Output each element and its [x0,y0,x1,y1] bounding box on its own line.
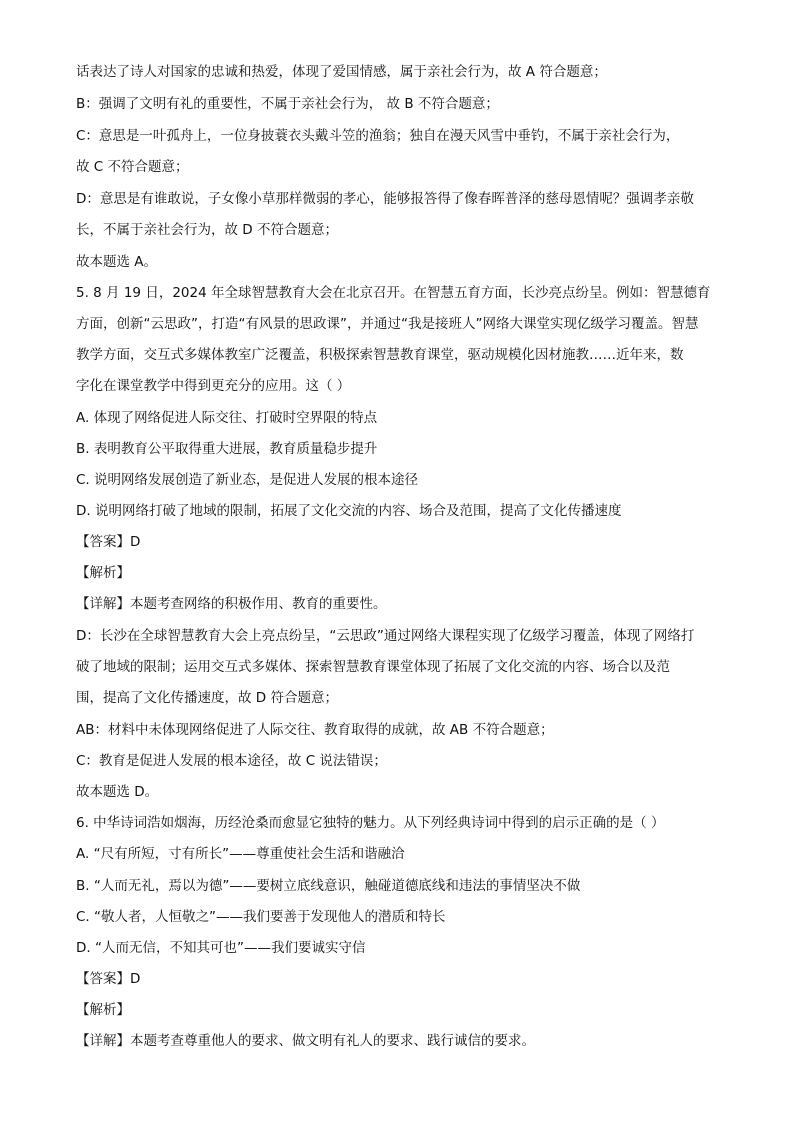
detail-text: 【详解】本题考查尊重他人的要求、做文明有礼人的要求、践行诚信的要求。 [76,1033,535,1049]
option-b: B. 表明教育公平取得重大进展，教育质量稳步提升 [76,441,378,457]
detail-text: 【详解】本题考查网络的积极作用、教育的重要性。 [76,596,387,612]
question-5-stem: 5. 8 月 19 日，2024 年全球智慧教育大会在北京召开。在智慧五育方面，长沙亮点纷呈。例如：智慧德育 [76,285,711,301]
text-line: C：意思是一叶孤舟上，一位身披蓑衣头戴斗笠的渔翁；独自在漫天风雪中垂钓，不属于亲社会行为， [76,128,680,144]
text-line: D：意思是有谁敢说，子女像小草那样微弱的孝心，能够报答得了像春晖普泽的慈母恩情呢？强调孝亲敬 [76,191,694,207]
question-5-stem: 字化在课堂教学中得到更充分的应用。这（ ） [76,378,351,394]
detail-text: 破了地域的限制；运用交互式多媒体、探索智慧教育课堂体现了拓展了文化交流的内容、场合以及范 [76,659,670,675]
answer-label: 【答案】D [76,971,141,987]
analysis-label: 【解析】 [76,1002,130,1018]
text-line: 话表达了诗人对国家的忠诚和热爱，体现了爱国情感，属于亲社会行为，故 A 符合题意； [76,64,607,80]
question-5-stem: 教学方面，交互式多媒体教室广泛覆盖，积极探索智慧教育课堂，驱动规模化因材施教……近年来，数 [76,347,684,363]
text-line: 故 C 不符合题意； [76,159,189,175]
option-a: A. “尺有所短，寸有所长”——尊重使社会生活和谐融洽 [76,846,405,862]
question-6-stem: 6. 中华诗词浩如烟海，历经沧桑而愈显它独特的魅力。从下列经典诗词中得到的启示正确的是（ ） [76,815,665,831]
option-c: C. “敬人者，人恒敬之”——我们要善于发现他人的潜质和特长 [76,909,446,925]
detail-text: AB：材料中未体现网络促进了人际交往、教育取得的成就，故 AB 不符合题意； [76,722,554,738]
detail-text: 故本题选 D。 [76,784,159,800]
option-b: B. “人而无礼，焉以为德”——要树立底线意识，触碰道德底线和违法的事情坚决不做 [76,878,581,894]
analysis-label: 【解析】 [76,565,130,581]
detail-text: D：长沙在全球智慧教育大会上亮点纷呈，“云思政”通过网络大课程实现了亿级学习覆盖，体现了网络打 [76,628,695,644]
detail-text: 围，提高了文化传播速度，故 D 符合题意； [76,690,338,706]
text-line: 故本题选 A。 [76,254,158,270]
answer-label: 【答案】D [76,534,141,550]
text-line: B：强调了文明有礼的重要性，不属于亲社会行为， 故 B 不符合题意； [76,96,499,112]
option-c: C. 说明网络发展创造了新业态，是促进人发展的根本途径 [76,472,419,488]
question-5-stem: 方面，创新“云思政”，打造“有风景的思政课”，并通过“我是接班人”网络大课堂实现亿级学习覆盖。智慧 [76,316,699,332]
option-a: A. 体现了网络促进人际交往、打破时空界限的特点 [76,410,378,426]
option-d: D. 说明网络打破了地域的限制，拓展了文化交流的内容、场合及范围，提高了文化传播速度 [76,503,622,519]
text-line: 长，不属于亲社会行为，故 D 不符合题意； [76,222,338,238]
detail-text: C：教育是促进人发展的根本途径，故 C 说法错误； [76,753,387,769]
option-d: D. “人而无信，不知其可也”——我们要诚实守信 [76,940,366,956]
